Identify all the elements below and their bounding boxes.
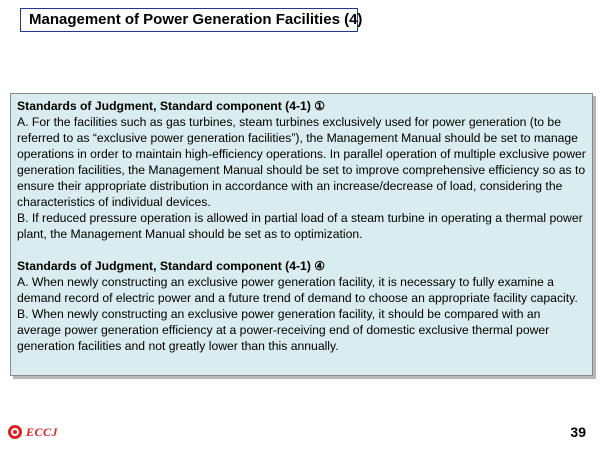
section-1-paragraph-b: B. If reduced pressure operation is allowed in partial load of a steam turbine in operating a thermal power plant, the Management Manual should be set as to optimization. <box>17 211 583 241</box>
section-spacer <box>17 242 586 258</box>
page-number: 39 <box>570 424 586 440</box>
eccj-logo-text: ECCJ <box>26 424 59 439</box>
slide-title: Management of Power Generation Facilities (4) <box>20 8 358 32</box>
section-2-paragraph-b: B. When newly constructing an exclusive power generation facility, it should be compared with an average power generation efficiency at a power-receiving end of domestic exclusive thermal power generation facilities and not greatly lower than this annually. <box>17 307 550 353</box>
eccj-logo <box>8 422 58 442</box>
section-2-paragraph-a: A. When newly constructing an exclusive power generation facility, it is necessary to fully examine a demand record of electric power and a future trend of demand to choose an appropriate facility capacity. <box>17 275 578 305</box>
section-2-heading: Standards of Judgment, Standard component (4-1) ④ <box>17 259 326 273</box>
content-box <box>10 93 593 376</box>
section-1-heading: Standards of Judgment, Standard component (4-1) ① <box>17 99 326 113</box>
section-1-paragraph-a: A. For the facilities such as gas turbines, steam turbines exclusively used for power generation (to be referred to as “exclusive power generation facilities”), the Management Manual should be set to manage operations in order to maintain high-efficiency operations. In parallel operation of multiple exclusive power generation facilities, the Management Manual should be set to improve comprehensive efficiency so as to ensure their appropriate distribution in accordance with an increase/decrease of load, considering the characteristics of individual devices. <box>17 115 586 209</box>
eccj-logo-icon <box>8 425 22 439</box>
